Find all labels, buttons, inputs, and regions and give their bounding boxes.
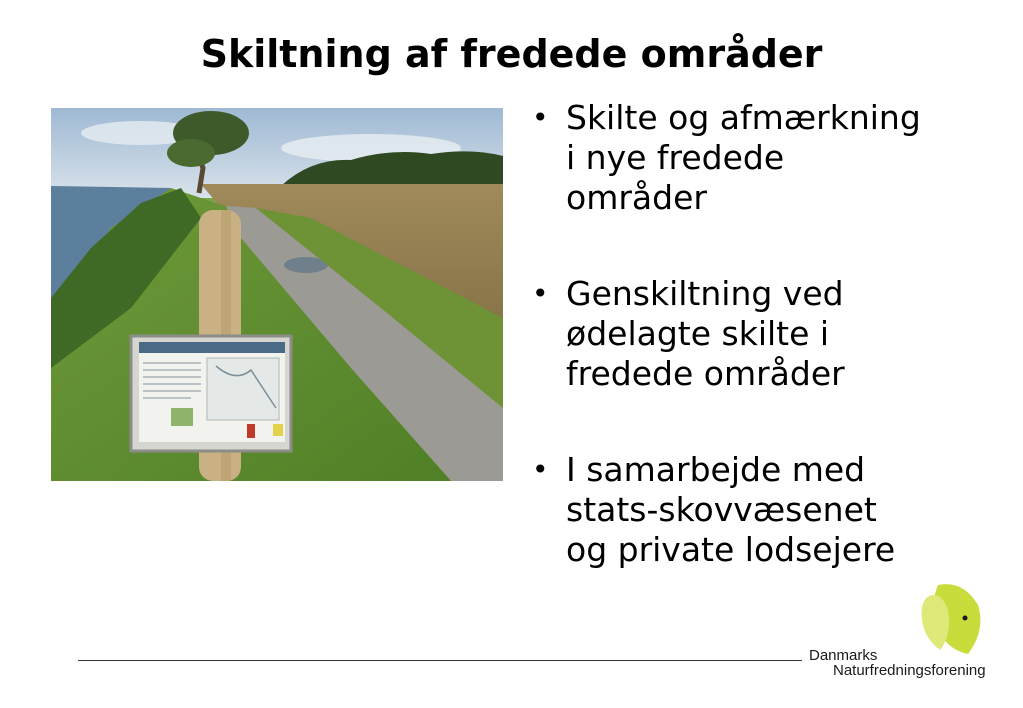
bullet-dot: •: [532, 453, 549, 486]
organization-logo-icon: [918, 580, 988, 660]
bullet-text: I samarbejde med stats-skovvæsenet og private lodsejere: [566, 450, 896, 569]
bullet-text: Genskiltning ved ødelagte skilte i fredede områder: [566, 274, 845, 393]
bullet-list: [530, 98, 1000, 626]
organization-name-line2: Naturfredningsforening: [833, 662, 986, 679]
bullet-item: [530, 98, 1000, 218]
trail-sign-photo: [51, 108, 503, 481]
slide-title: Skiltning af fredede områder: [200, 32, 823, 76]
bullet-item: [530, 274, 1000, 394]
bullet-dot: •: [532, 101, 549, 134]
footer-divider: [78, 660, 802, 661]
organization-name-line1: Danmarks: [809, 647, 878, 664]
bullet-dot: •: [532, 277, 549, 310]
bullet-text: Skilte og afmærkning i nye fredede områder: [566, 98, 921, 217]
bullet-item: [530, 450, 1000, 570]
